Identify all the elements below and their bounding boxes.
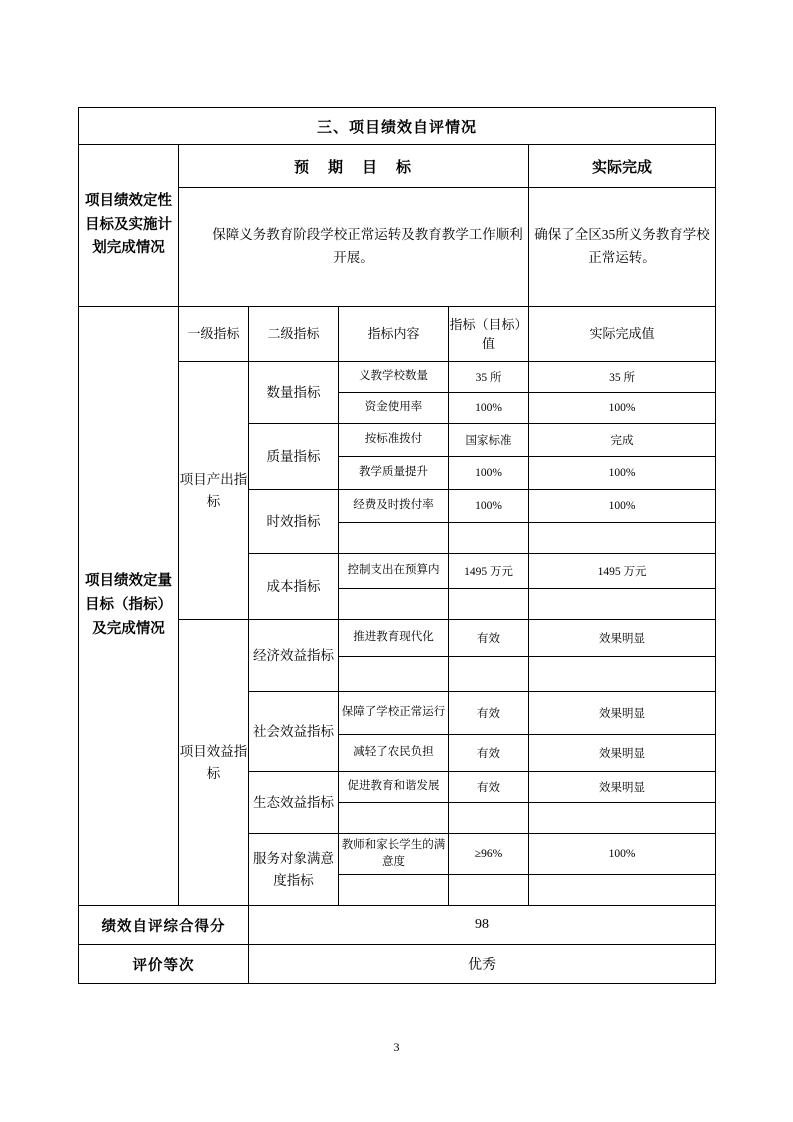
indicator-actual: 100% (529, 490, 716, 523)
level2-ecological-benefit-indicator: 生态效益指标 (249, 772, 339, 834)
col-header-content: 指标内容 (339, 307, 449, 362)
indicator-content: 经费及时拨付率 (339, 490, 449, 523)
grade-label: 评价等次 (79, 945, 249, 984)
level2-timeliness-indicator: 时效指标 (249, 490, 339, 554)
indicator-actual: 效果明显 (529, 620, 716, 657)
indicator-content: 按标准拨付 (339, 424, 449, 457)
indicator-content: 义教学校数量 (339, 362, 449, 393)
indicator-content: 资金使用率 (339, 393, 449, 424)
quantitative-row-label: 项目绩效定量目标（指标）及完成情况 (79, 307, 179, 906)
level2-satisfaction-indicator: 服务对象满意度指标 (249, 834, 339, 906)
indicator-target: 100% (449, 393, 529, 424)
indicator-actual (529, 589, 716, 620)
grade-value: 优秀 (249, 945, 716, 984)
indicator-content: 促进教育和谐发展 (339, 772, 449, 803)
indicator-content (339, 657, 449, 692)
indicator-target: 100% (449, 490, 529, 523)
indicator-target: 1495 万元 (449, 554, 529, 589)
col-header-level1: 一级指标 (179, 307, 249, 362)
section-title-row (79, 108, 716, 145)
indicator-actual: 效果明显 (529, 692, 716, 735)
score-row (79, 906, 716, 945)
indicator-target: 有效 (449, 772, 529, 803)
col-header-level2: 二级指标 (249, 307, 339, 362)
level2-social-benefit-indicator: 社会效益指标 (249, 692, 339, 772)
indicator-actual: 效果明显 (529, 772, 716, 803)
indicator-content: 保障了学校正常运行 (339, 692, 449, 735)
level1-benefit-indicator: 项目效益指标 (179, 620, 249, 906)
indicator-content (339, 523, 449, 554)
indicator-content: 控制支出在预算内 (339, 554, 449, 589)
indicator-content (339, 875, 449, 906)
indicator-target: ≥96% (449, 834, 529, 875)
indicator-target: 有效 (449, 735, 529, 772)
indicator-content (339, 589, 449, 620)
expected-target-header: 预 期 目 标 (179, 145, 529, 188)
level2-quality-indicator: 质量指标 (249, 424, 339, 490)
indicator-actual: 100% (529, 457, 716, 490)
qualitative-expected-paragraph: 保障义务教育阶段学校正常运转及教育教学工作顺利开展。 (212, 227, 523, 265)
indicator-target (449, 589, 529, 620)
indicator-content: 推进教育现代化 (339, 620, 449, 657)
level2-cost-indicator: 成本指标 (249, 554, 339, 620)
indicator-actual (529, 657, 716, 692)
indicator-content: 教学质量提升 (339, 457, 449, 490)
indicator-actual (529, 803, 716, 834)
indicator-target: 100% (449, 457, 529, 490)
indicator-target (449, 875, 529, 906)
indicator-actual: 100% (529, 393, 716, 424)
indicator-target: 国家标准 (449, 424, 529, 457)
col-header-actual-value: 实际完成值 (529, 307, 716, 362)
level1-output-indicator: 项目产出指标 (179, 362, 249, 620)
qualitative-header-row (79, 145, 716, 188)
indicator-actual: 效果明显 (529, 735, 716, 772)
section-title: 三、项目绩效自评情况 (79, 108, 716, 145)
main-table (78, 107, 716, 984)
performance-evaluation-table (78, 107, 715, 984)
indicator-target (449, 803, 529, 834)
level2-economic-benefit-indicator: 经济效益指标 (249, 620, 339, 692)
indicator-target: 有效 (449, 620, 529, 657)
indicator-content: 减轻了农民负担 (339, 735, 449, 772)
indicator-actual (529, 523, 716, 554)
level2-quantity-indicator: 数量指标 (249, 362, 339, 424)
indicator-target (449, 523, 529, 554)
indicator-content (339, 803, 449, 834)
indicator-target: 有效 (449, 692, 529, 735)
grade-row (79, 945, 716, 984)
indicator-content: 教师和家长学生的满意度 (339, 834, 449, 875)
indicator-actual: 35 所 (529, 362, 716, 393)
score-label: 绩效自评综合得分 (79, 906, 249, 945)
quantitative-header-row (79, 307, 716, 362)
page-number: 3 (393, 1040, 400, 1054)
score-value: 98 (249, 906, 716, 945)
indicator-target (449, 657, 529, 692)
qualitative-row-label: 项目绩效定性目标及实施计划完成情况 (79, 145, 179, 307)
qualitative-expected-text (179, 188, 529, 307)
indicator-target: 35 所 (449, 362, 529, 393)
indicator-actual: 100% (529, 834, 716, 875)
col-header-target-value: 指标（目标）值 (449, 307, 529, 362)
indicator-actual: 1495 万元 (529, 554, 716, 589)
actual-completion-header: 实际完成 (529, 145, 716, 188)
indicator-actual (529, 875, 716, 906)
indicator-actual: 完成 (529, 424, 716, 457)
qualitative-actual-text: 确保了全区35所义务教育学校正常运转。 (529, 188, 716, 307)
